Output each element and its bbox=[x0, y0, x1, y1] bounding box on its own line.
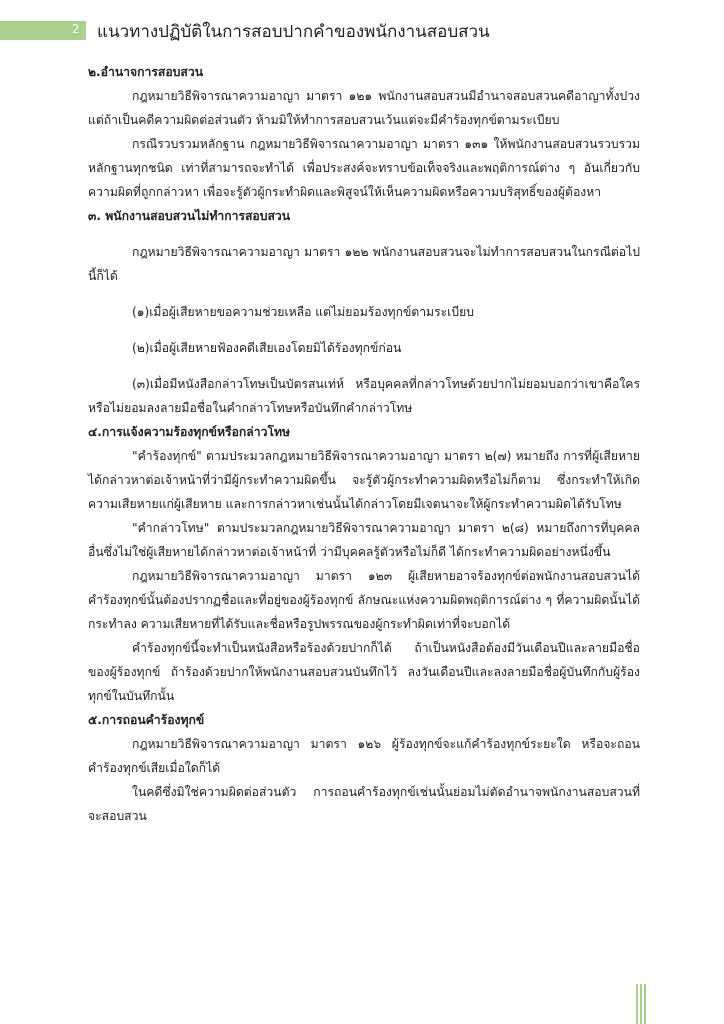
side-bar-line bbox=[636, 984, 638, 1024]
section-3-paragraph-1: กฎหมายวิธีพิจารณาความอาญา มาตรา ๑๒๒ พนักงานสอบสวนจะไม่ทำการสอบสวนในกรณีต่อไปนี้ก็ได้ bbox=[88, 245, 640, 283]
document-body bbox=[88, 60, 640, 828]
section-5-paragraph-1: กฎหมายวิธีพิจารณาความอาญา มาตรา ๑๒๖ ผู้ร้องทุกข์จะแก้คำร้องทุกข์ระยะใด หรือจะถอนคำร้องทุกข์เสียเมื่อใดก็ได้ bbox=[88, 737, 640, 775]
side-bar-line bbox=[644, 984, 646, 1024]
section-3-heading: ๓. พนักงานสอบสวนไม่ทำการสอบสวน bbox=[88, 209, 291, 223]
section-2-heading: ๒.อำนาจการสอบสวน bbox=[88, 65, 204, 79]
section-2-paragraph-2: กรณีรวบรวมหลักฐาน กฎหมายวิธีพิจารณาความอาญา มาตรา ๑๓๑ ให้พนักงานสอบสวนรวบรวมหลักฐานทุกชนิด เท่าที่สามารถจะทำได้ เพื่อประสงค์จะทราบข้อเท็จจริงและพฤติการณ์ต่าง ๆ อันเกี่ยวกับความผิดที่ถูกกล่าวหา เพื่อจะรู้ตัวผู้กระทำผิดและพิสูจน์ให้เห็นความผิดหรือความบริสุทธิ์ของผู้ต้องหา bbox=[88, 137, 640, 199]
section-4-heading: ๔.การแจ้งความร้องทุกข์หรือกล่าวโทษ bbox=[88, 425, 291, 439]
section-2-paragraph-1: กฎหมายวิธีพิจารณาความอาญา มาตรา ๑๒๑ พนักงานสอบสวนมีอำนาจสอบสวนคดีอาญาทั้งปวง แต่ถ้าเป็นคดีความผิดต่อส่วนตัว ห้ามมิให้ทำการสอบสวนเว้นแต่จะมีคำร้องทุกข์ตามระเบียบ bbox=[88, 89, 640, 127]
section-4-paragraph-4: คำร้องทุกข์นี้จะทำเป็นหนังสือหรือร้องด้วยปากก็ได้ ถ้าเป็นหนังสือต้องมีวันเดือนปีและลายมือชื่อของผู้ร้องทุกข์ ถ้าร้องด้วยปากให้พนักงานสอบสวนบันทึกไว้ ลงวันเดือนปีและลงลายมือชื่อผู้บันทึกกับผู้ร้องทุกข์ในบันทึกนั้น bbox=[88, 641, 640, 703]
section-4-paragraph-2: "คำกล่าวโทษ" ตามประมวลกฎหมายวิธีพิจารณาความอาญา มาตรา ๒(๘) หมายถึงการที่บุคคลอื่นซึ่งไม่ใช่ผู้เสียหายได้กล่าวหาต่อเจ้าหน้าที่ ว่ามีบุคคลรู้ตัวหรือไม่ก็ดี ได้กระทำความผิดอย่างหนึ่งขึ้น bbox=[88, 521, 640, 559]
side-bar-line bbox=[640, 984, 642, 1024]
section-3-item-2: (๒)เมื่อผู้เสียหายฟ้องคดีเสียเองโดยมิได้ร้องทุกข์ก่อน bbox=[132, 341, 402, 355]
decorative-side-bars bbox=[636, 984, 648, 1024]
page-number: 2 bbox=[72, 22, 80, 36]
section-3-item-3: (๓)เมื่อมีหนังสือกล่าวโทษเป็นบัตรสนเท่ห์ หรือบุคคลที่กล่าวโทษด้วยปากไม่ยอมบอกว่าเขาคือใคร หรือไม่ยอมลงลายมือชื่อในคำกล่าวโทษหรือบันทึกคำกล่าวโทษ bbox=[88, 377, 640, 415]
section-5-paragraph-2: ในคดีซึ่งมิใช่ความผิดต่อส่วนตัว การถอนคำร้องทุกข์เช่นนั้นย่อมไม่ตัดอำนาจพนักงานสอบสวนที่จะสอบสวน bbox=[88, 785, 640, 823]
section-4-paragraph-1: "คำร้องทุกข์" ตามประมวลกฎหมายวิธีพิจารณาความอาญา มาตรา ๒(๗) หมายถึง การที่ผู้เสียหายได้กล่าวหาต่อเจ้าหน้าที่ว่ามีผู้กระทำความผิดขึ้น จะรู้ตัวผู้กระทำความผิดหรือไม่ก็ตาม ซึ่งกระทำให้เกิดความเสียหายแก่ผู้เสียหาย และการกล่าวหาเช่นนั้นได้กล่าวโดยมีเจตนาจะให้ผู้กระทำความผิดได้รับโทษ bbox=[88, 449, 640, 511]
section-5-heading: ๕.การถอนคำร้องทุกข์ bbox=[88, 713, 205, 727]
section-3-item-1: (๑)เมื่อผู้เสียหายขอความช่วยเหลือ แต่ไม่ยอมร้องทุกข์ตามระเบียบ bbox=[132, 305, 474, 319]
header-title: แนวทางปฏิบัติในการสอบปากคำของพนักงานสอบสวน bbox=[97, 22, 490, 42]
section-4-paragraph-3: กฎหมายวิธีพิจารณาความอาญา มาตรา ๑๒๓ ผู้เสียหายอาจร้องทุกข์ต่อพนักงานสอบสวนได้ คำร้องทุกข์นั้นต้องปรากฏชื่อและที่อยู่ของผู้ร้องทุกข์ ลักษณะแห่งความผิดพฤติการณ์ต่าง ๆ ที่ความผิดนั้นได้กระทำลง ความเสียหายที่ได้รับและชื่อหรือรูปพรรณของผู้กระทำผิดเท่าที่จะบอกได้ bbox=[88, 569, 640, 631]
